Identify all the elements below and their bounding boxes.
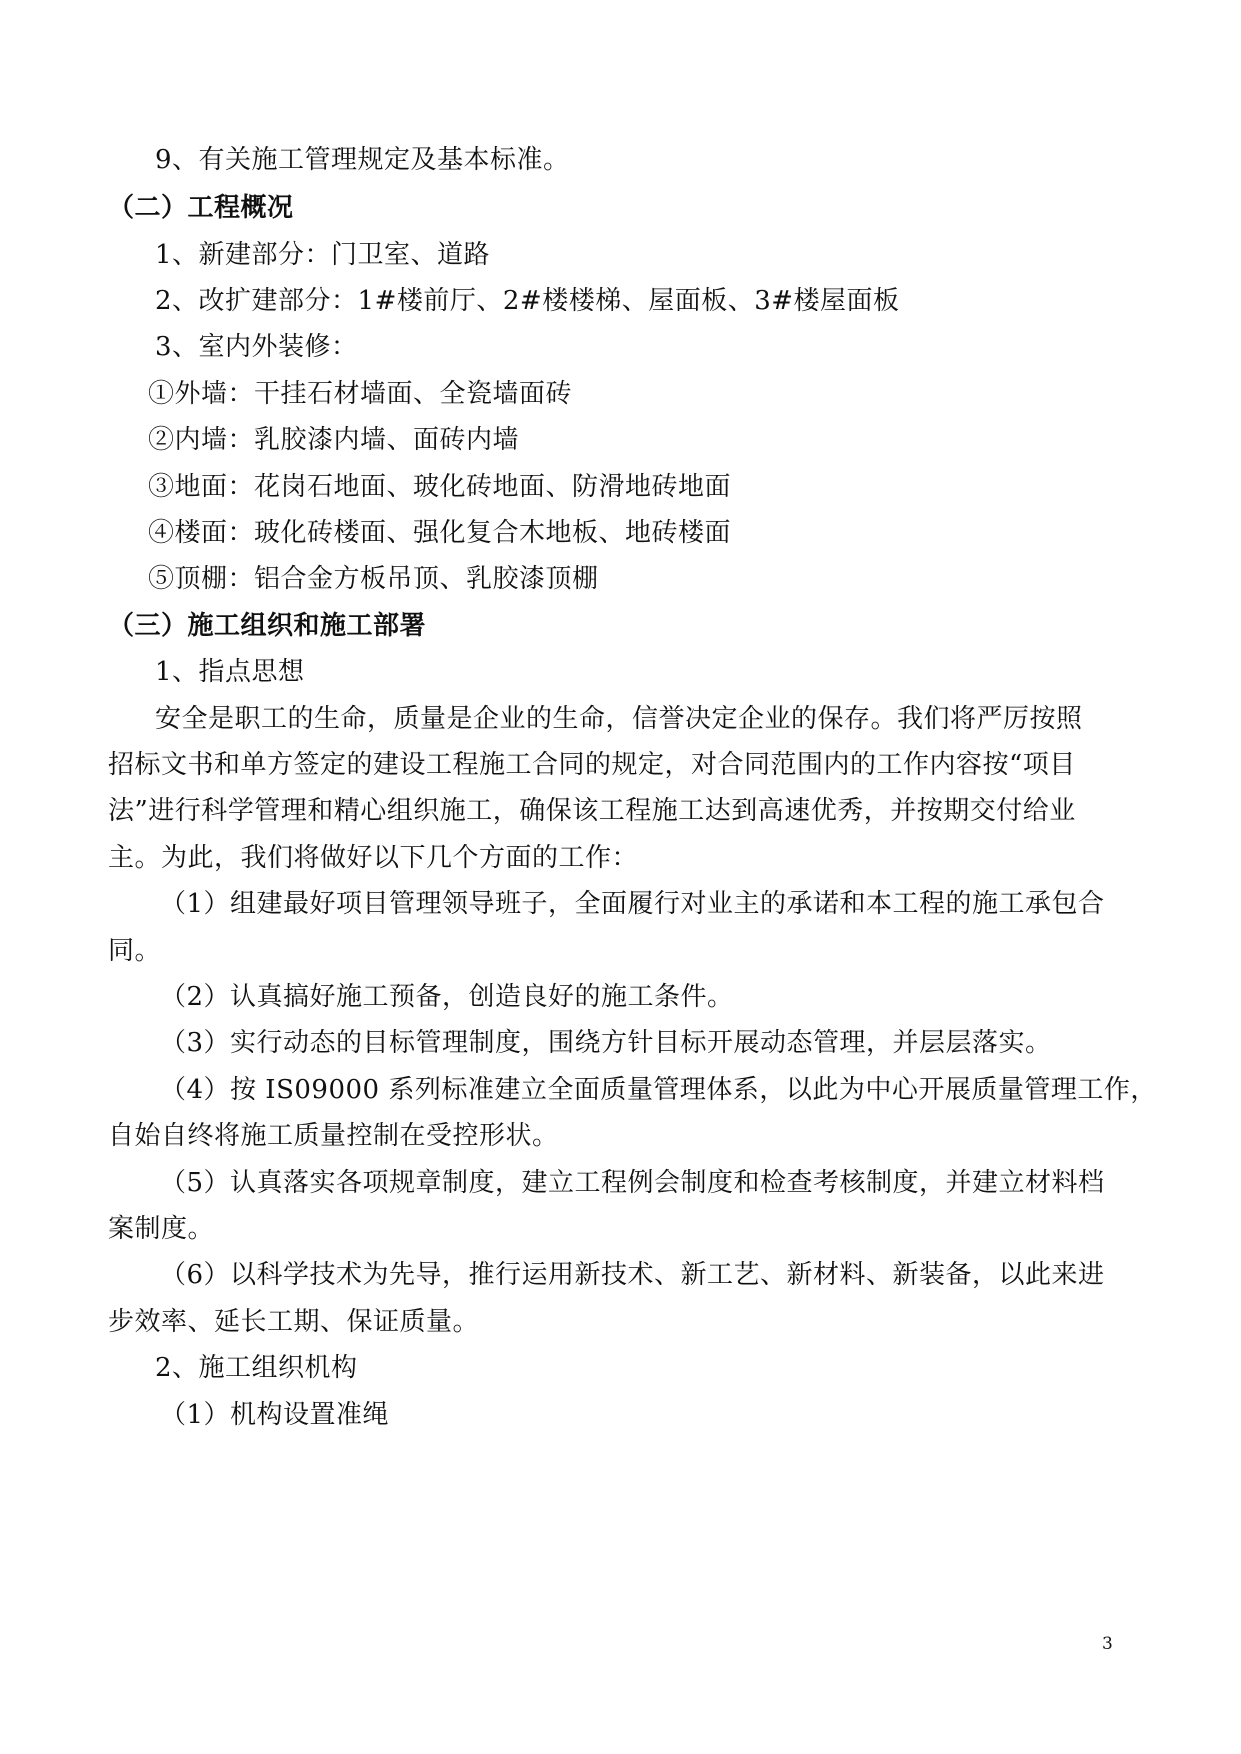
text-line: ①外墙：干挂石材墙面、全瓷墙面砖: [148, 379, 573, 409]
list-item-line: （6）以科学技术为先导，推行运用新技术、新工艺、新材料、新装备，以此来进: [160, 1260, 1105, 1290]
text-line: ④楼面：玻化砖楼面、强化复合木地板、地砖楼面: [148, 518, 732, 548]
list-item-line: 同。: [108, 936, 162, 966]
text-line: 9、有关施工管理规定及基本标准。: [155, 145, 570, 175]
list-item-line: （5）认真落实各项规章制度，建立工程例会制度和检查考核制度，并建立材料档: [160, 1168, 1105, 1198]
paragraph-line: 招标文书和单方签定的建设工程施工合同的规定，对合同范围内的工作内容按“项目: [108, 750, 1076, 780]
list-item-line: （4）按 IS09000 系列标准建立全面质量管理体系，以此为中心开展质量管理工作，: [160, 1075, 1157, 1105]
text-line: ③地面：花岗石地面、玻化砖地面、防滑地砖地面: [148, 472, 732, 502]
text-line: 3、室内外装修：: [155, 332, 358, 362]
list-item-line: 案制度。: [108, 1214, 215, 1244]
text-line: 1、新建部分：门卫室、道路: [155, 240, 491, 270]
paragraph-line: 法”进行科学管理和精心组织施工，确保该工程施工达到高速优秀，并按期交付给业: [108, 796, 1076, 826]
text-line: ⑤顶棚：铝合金方板吊顶、乳胶漆顶棚: [148, 564, 599, 594]
text-line: 2、改扩建部分：1#楼前厅、2#楼楼梯、屋面板、3#楼屋面板: [155, 286, 900, 316]
list-item-line: （2）认真搞好施工预备，创造良好的施工条件。: [160, 982, 734, 1012]
text-line: （1）机构设置准绳: [160, 1400, 390, 1430]
list-item-line: （1）组建最好项目管理领导班子，全面履行对业主的承诺和本工程的施工承包合: [160, 889, 1105, 919]
text-line: ②内墙：乳胶漆内墙、面砖内墙: [148, 425, 520, 455]
section-heading-project-overview: （二）工程概况: [108, 193, 294, 223]
list-item-line: （3）实行动态的目标管理制度，围绕方针目标开展动态管理，并层层落实。: [160, 1028, 1052, 1058]
section-heading-construction-organization: （三）施工组织和施工部署: [108, 611, 427, 641]
paragraph-line: 安全是职工的生命，质量是企业的生命，信誉决定企业的保存。我们将严厉按照: [155, 704, 1083, 734]
page-number: 3: [1102, 1634, 1113, 1654]
text-line: 2、施工组织机构: [155, 1353, 358, 1383]
text-line: 1、指点思想: [155, 657, 305, 687]
list-item-line: 自始自终将施工质量控制在受控形状。: [108, 1121, 559, 1151]
list-item-line: 步效率、延长工期、保证质量。: [108, 1307, 480, 1337]
paragraph-line: 主。为此，我们将做好以下几个方面的工作：: [108, 843, 639, 873]
